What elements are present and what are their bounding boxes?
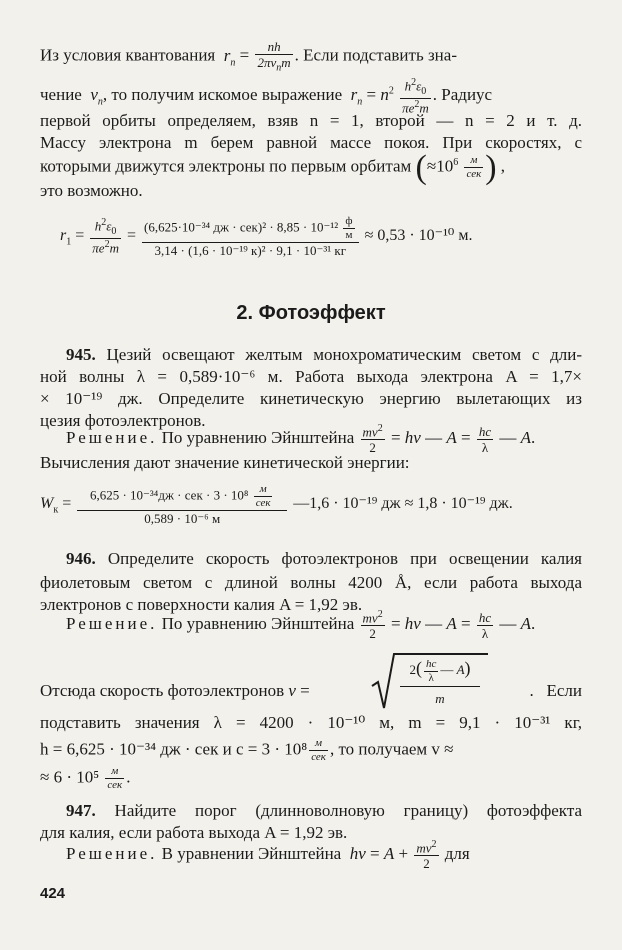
text-line: первой орбиты определяем, взяв n = 1, второй — n = 2 и т. д. (40, 111, 582, 130)
fraction: $\frac{h^2\varepsilon_0}{\pi e^2m}$ (92, 217, 119, 256)
text-line: подставить значения λ = 4200 · 10⁻¹⁰ м, m = 9,1 · 10⁻³¹ кг, (40, 713, 582, 732)
formula-result: ≈ 0,53 · 10⁻¹⁰ м. (364, 227, 473, 245)
fraction: (6,625·10⁻³⁴ дж · сек)² · 8,85 · 10⁻¹² $\frac{ф}{м}$ 3,14 · (1,6 · 10⁻¹⁹ к)² · 9,1 · 10⁻³¹ кг (142, 216, 359, 257)
text-line: 947. Найдите порог (длинноволновую границу) фотоэффекта (66, 801, 583, 820)
fraction: $\frac{hc}{\lambda}$ (425, 657, 437, 684)
text-fragment: . Если подставить зна- (294, 45, 457, 65)
text-line: Массу электрона m берем равной массе покоя. При скоростях, с (40, 133, 582, 152)
fraction: $\frac{м}{\text{сек}}$ (311, 737, 326, 763)
text-line: Решение. По уравнению Эйнштейна $\frac{mv^2}{2}$ = hν — A = $\frac{hc}{\lambda}$ — A. (66, 609, 536, 642)
text-line: h = 6,625 · 10⁻³⁴ дж · сек и c = 3 · 10⁸ $\frac{м}{\text{сек}}$ , то получаем v ≈ (40, 737, 454, 763)
fraction: $\frac{м}{\text{сек}}$ (466, 154, 482, 181)
fraction: $\frac{mv^2}{2}$ (362, 423, 383, 456)
fraction: $\frac{hc}{\lambda}$ (478, 609, 492, 641)
fraction: $\frac{h^2\varepsilon_0}{\pi e^2m}$ (402, 77, 429, 116)
text-line: ≈ 6 · 10⁵ $\frac{м}{\text{сек}}$ . (40, 765, 131, 791)
text-line: Решение. В уравнении Эйнштейна hν = A + $\frac{mv^2}{2}$ для (66, 839, 470, 872)
text-line: цезия фотоэлектронов. (40, 411, 206, 430)
text-line: 946. Определите скорость фотоэлектронов при освещении калия (66, 549, 582, 568)
text-line: которыми движутся электроны по первым орбитам ($\approx 10^6$ $\frac{м}{\text{сек}}$ ) , (40, 148, 506, 186)
formula-result: —1,6 · 10⁻¹⁹ дж ≈ 1,8 · 10⁻¹⁹ дж. (293, 495, 513, 513)
text-line: Вычисления дают значение кинетической энергии: (40, 453, 410, 472)
text-line: это возможно. (40, 181, 143, 200)
fraction: $\frac{hc}{\lambda}$ (478, 423, 492, 455)
text-line: для калия, если работа выхода A = 1,92 эв. (40, 823, 348, 842)
text-fragment: Из условия квантования (40, 45, 216, 65)
fraction: $\frac{ф}{м}$ (345, 215, 353, 241)
text-line: 945. Цезий освещают желтым монохроматическим светом с дли- (66, 345, 582, 364)
fraction: $\frac{м}{\text{сек}}$ (107, 765, 123, 791)
text-fragment: которыми движутся электроны по первым орбитам (40, 156, 412, 176)
text-line: фиолетовым светом с длиной волны 4200 Å, если работа выхода (40, 573, 582, 592)
fraction: $\frac{mv^2}{2}$ (416, 839, 437, 872)
sqrt-formula (370, 652, 490, 712)
text-line: Отсюда скорость фотоэлектронов v = (40, 681, 310, 700)
fraction: 6,625 · 10⁻³⁴дж · сек · 3 · 10⁸ $\frac{м}{\text{сек}}$ 0,589 · 10⁻⁶ м (77, 484, 287, 525)
text-line: ной волны λ = 0,589·10⁻⁶ м. Работа выхода электрона A = 1,7× (40, 367, 582, 386)
text-line: . Если (529, 681, 582, 700)
text-fragment: . Радиус (432, 85, 493, 105)
text-line: Решение. По уравнению Эйнштейна $\frac{mv^2}{2}$ = hν — A = $\frac{hc}{\lambda}$ — A. (66, 423, 536, 456)
text-fragment: , (500, 156, 506, 176)
text-fragment: , то получим искомое выражение (102, 85, 343, 105)
section-title: 2. Фотоэффект (236, 302, 386, 324)
fraction: $\frac{mv^2}{2}$ (362, 609, 383, 642)
text-fragment: чение (40, 85, 82, 105)
fraction: $\frac{м}{\text{сек}}$ (255, 483, 271, 509)
text-line: × 10⁻¹⁹ дж. Определите кинетическую энергию вылетающих из (40, 389, 582, 408)
text-line: чение $v_n$, то получим искомое выражение $r_n = n^2$ $\frac{h^2\varepsilon_0}{\pi e^2m}$ . Радиус (40, 77, 493, 116)
formula-wk: $W_к$ = 6,625 · 10⁻³⁴дж · сек · 3 · 10⁸ $\frac{м}{\text{сек}}$ 0,589 · 10⁻⁶ м —1,6 · 10⁻¹⁹ дж ≈ 1,8 · 10⁻¹⁹ дж. (40, 483, 513, 526)
formula-r1: $r_1$ = $\frac{h^2\varepsilon_0}{\pi e^2m}$ = (6,625·10⁻³⁴ дж · сек)² · 8,85 · 10⁻¹² $\frac{ф}{м}$ 3,14 · (1,6 · 10⁻¹⁹ к)² · 9,1 · 10⁻³¹ кг ≈ 0,53 · 10⁻¹⁰ м. (60, 215, 473, 258)
fraction: $\frac{nh}{2\pi v_nm}$ (257, 39, 291, 74)
text-line: электронов с поверхности калия A = 1,92 эв. (40, 595, 363, 614)
text-line: Из условия квантования $r_n$ = $\frac{nh}{2\pi v_nm}$ . Если подставить зна- (40, 39, 457, 74)
sqrt-content: 2( $\frac{hc}{\lambda}$ — A) m (400, 658, 480, 707)
page-number: 424 (40, 885, 66, 902)
